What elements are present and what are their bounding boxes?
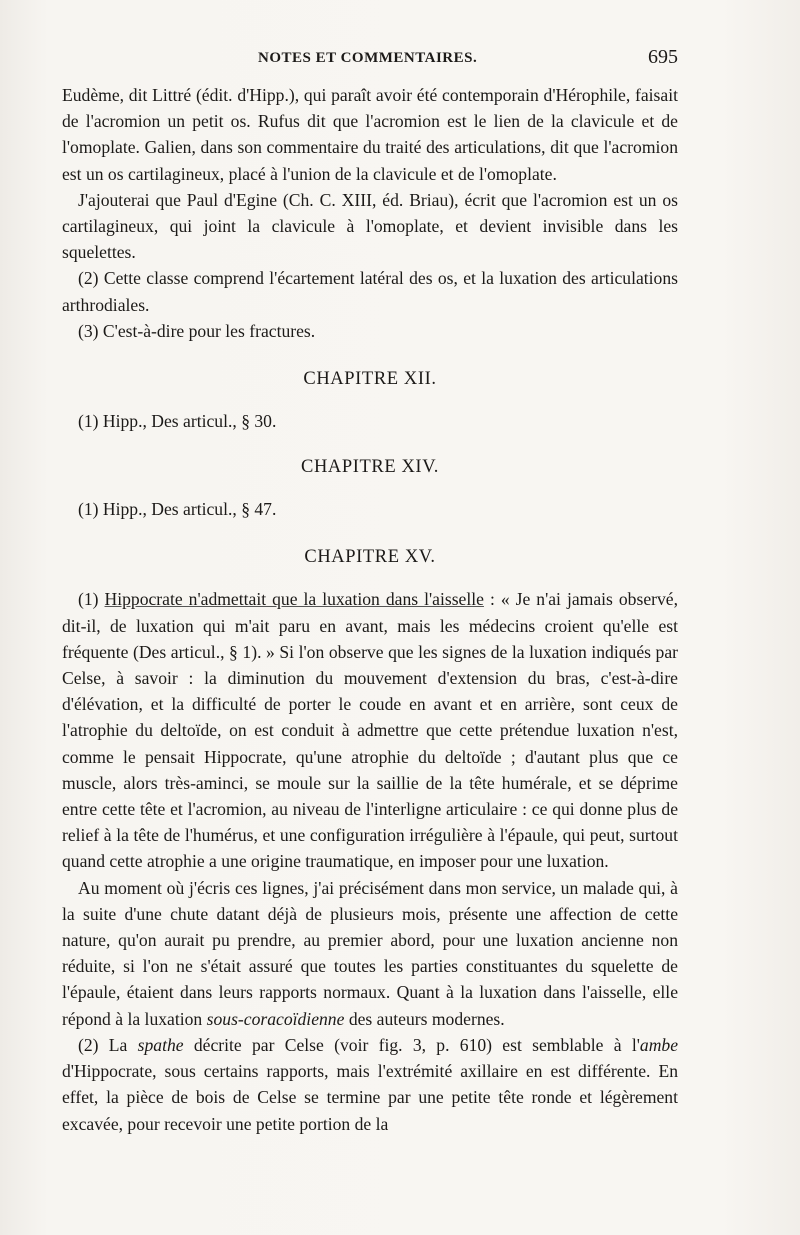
au-moment-text: Au moment où j'écris ces lignes, j'ai précisément dans mon service, un malade qui, à la suite d'une chute datant déjà de plusieurs mois, présente une affection de cette nature, qu'on aurait pu prendre, au premier abord, pour une luxation ancienne non réduite, si l'on ne s'était assuré que toutes les parties constituantes du squelette de l'épaule, étaient dans leurs rapports normaux. Quant à la luxation dans l'aisselle, elle répond à la luxation (62, 877, 678, 1029)
page-body (62, 82, 678, 1137)
chapter-xv-note-2 (62, 1032, 678, 1137)
running-head: NOTES ET COMMENTAIRES. (258, 50, 478, 66)
page-number: 695 (648, 46, 678, 68)
note-1-underlined-phrase: Hippocrate n'admettait que la luxation dans l'aisselle (104, 589, 484, 610)
chapter-xii-note: (1) Hipp., Des articul., § 30. (78, 411, 277, 432)
footnote-2-classe: (2) Cette classe comprend l'écartement latéral des os, et la luxation des articulations arthrodiales. (62, 268, 678, 315)
note-2-prefix: (2) La (78, 1034, 138, 1055)
note-1-prefix: (1) (78, 589, 105, 610)
chapter-xii-heading: CHAPITRE XII. (303, 369, 437, 390)
note-2-text: d'Hippocrate, sous certains rapports, mais l'extrémité axillaire en est différente. En effet, la pièce de bois de Celse se termine par une petite tête ronde et légèrement excavée, pour recevoir une petite portion de la (62, 1061, 678, 1134)
note-2-italic-ambe: ambe (639, 1034, 678, 1055)
page-header (62, 48, 678, 72)
chapter-xv-heading: CHAPITRE XV. (304, 547, 436, 568)
note-2-mid: décrite par Celse (voir fig. 3, p. 610) est semblable à l' (183, 1034, 640, 1055)
paragraph-eudeme: Eudème, dit Littré (édit. d'Hipp.), qui paraît avoir été contemporain d'Hérophile, faisait de l'acromion un petit os. Rufus dit que l'acromion est le lien de la clavicule et de l'omoplate. Galien, dans son commentaire du traité des articulations, dit que l'acromion est un os cartilagineux, placé à l'union de la clavicule et de l'omoplate. (62, 85, 678, 184)
chapter-xv-note-1 (62, 586, 678, 874)
note-1-text: : « Je n'ai jamais observé, dit-il, de luxation qui m'ait paru en avant, mais les médecins croient qu'elle est fréquente (Des articul., § 1). » Si l'on observe que les signes de la luxation indiqués par Celse, à savoir : la diminution du mouvement d'extension du bras, c'est-à-dire d'élévation, et la difficulté de porter le coude en avant et en arrière, sont ceux de l'atrophie du deltoïde, on est conduit à admettre que cette prétendue luxation n'est, comme le pensait Hippocrate, qu'une atrophie du deltoïde ; d'autant plus que ce muscle, alors très-aminci, se moule sur la saillie de la tête humérale, et se déprime entre cette tête et l'acromion, au niveau de l'interligne articulaire : ce qui donne plus de relief à la tête de l'humérus, et une configuration irrégulière à l'épaule, qui peut, surtout quand cette atrophie a une origine traumatique, en imposer pour une luxation. (62, 589, 678, 872)
paragraph-paul-egine: J'ajouterai que Paul d'Egine (Ch. C. XIII, éd. Briau), écrit que l'acromion est un os cartilagineux, qui joint la clavicule à l'omoplate, et devient invisible dans les squelettes. (62, 189, 678, 263)
paragraph-au-moment (62, 875, 678, 1032)
au-moment-italic: sous-coracoïdienne (206, 1008, 345, 1029)
chapter-xiv-heading: CHAPITRE XIV. (301, 457, 439, 478)
chapter-xiv-note: (1) Hipp., Des articul., § 47. (78, 499, 277, 520)
au-moment-end: des auteurs modernes. (344, 1008, 505, 1029)
note-2-italic-spathe: spathe (137, 1034, 184, 1055)
footnote-3-fractures: (3) C'est-à-dire pour les fractures. (78, 320, 316, 341)
